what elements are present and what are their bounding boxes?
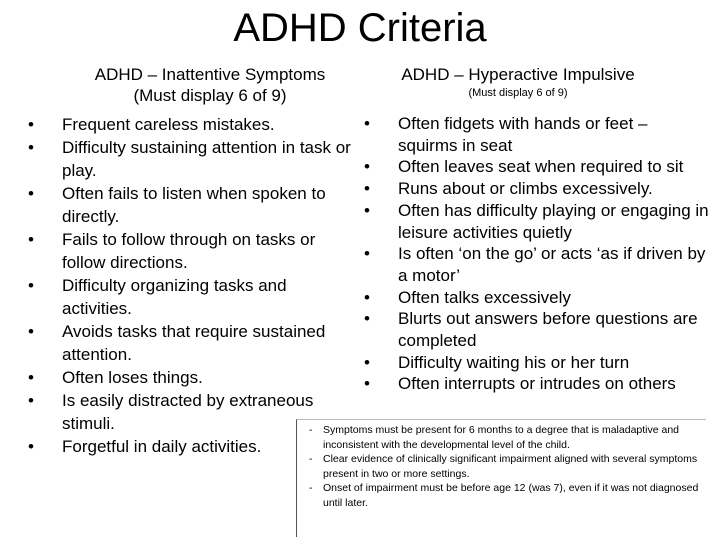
list-item [364,178,709,200]
list-item-text: Runs about or climbs excessively. [398,179,653,199]
list-item-text: Difficulty waiting his or her turn [398,352,630,372]
list-item-text: Often interrupts or intrudes on others [398,374,676,394]
bullet-icon: • [364,244,370,264]
hyperactive-list [364,113,709,395]
list-item [28,182,358,228]
hyperactive-subheading: (Must display 6 of 9) [468,87,568,99]
dash-icon: - [309,424,313,436]
bullet-icon: • [364,157,370,177]
list-item-text: Often talks excessively [398,287,571,307]
note-text: Symptoms must be present for 6 months to a degree that is maladaptive and inconsistent with the developmental level of the child. [323,424,680,451]
list-item [364,243,709,286]
list-item [364,156,709,178]
bullet-icon: • [28,115,34,134]
hyperactive-heading: ADHD – Hyperactive Impulsive [401,65,635,84]
bullet-icon: • [28,276,34,295]
list-item-text: Blurts out answers before questions are completed [398,309,698,351]
bullet-icon: • [28,391,34,410]
list-item-text: Difficulty organizing tasks and activities. [62,276,287,318]
dash-icon: - [309,482,313,494]
note-text: Onset of impairment must be before age 12 (was 7), even if it was not diagnosed until later. [323,482,699,509]
bullet-icon: • [364,200,370,220]
bullet-icon: • [364,114,370,133]
list-item-text: Forgetful in daily activities. [62,437,262,456]
bullet-icon: • [364,309,370,329]
criteria-notes-box [296,419,706,537]
bullet-icon: • [364,352,370,372]
list-item-text: Often has difficulty playing or engaging in leisure activities quietly [398,200,709,242]
bullet-icon: • [28,437,34,456]
bullet-icon: • [28,230,34,249]
list-item [28,113,358,136]
inattentive-heading: ADHD – Inattentive Symptoms [94,65,326,84]
inattentive-list [28,113,358,458]
list-item [364,373,709,395]
list-item [28,274,358,320]
bullet-icon: • [364,287,370,307]
list-item [28,320,358,366]
list-item-text: Often leaves seat when required to sit [398,157,684,177]
bullet-icon: • [364,179,370,199]
list-item-text: Is easily distracted by extraneous stimuli. [62,391,314,433]
page-title: ADHD Criteria [233,6,487,50]
inattentive-subheading: (Must display 6 of 9) [133,86,287,105]
bullet-icon: • [28,184,34,203]
list-item-text: Avoids tasks that require sustained attention. [62,322,326,364]
list-item [28,136,358,182]
note-item [309,481,700,510]
list-item [364,308,709,351]
list-item-text: Often fidgets with hands or feet – squirms in seat [398,114,648,155]
list-item [364,352,709,374]
list-item [28,366,358,389]
bullet-icon: • [364,374,370,394]
list-item [364,287,709,309]
list-item-text: Frequent careless mistakes. [62,115,275,134]
list-item [28,228,358,274]
list-item-text: Often loses things. [62,368,203,387]
list-item-text: Is often ‘on the go’ or acts ‘as if driven by a motor’ [398,244,706,285]
list-item-text: Fails to follow through on tasks or follow directions. [62,230,316,272]
note-item [309,423,700,452]
list-item [364,113,709,156]
list-item [364,200,709,243]
list-item-text: Difficulty sustaining attention in task or play. [62,138,351,180]
bullet-icon: • [28,368,34,387]
list-item-text: Often fails to listen when spoken to directly. [62,184,326,226]
note-item [309,452,700,481]
inattentive-heading-block [60,64,360,106]
bullet-icon: • [28,322,34,341]
dash-icon: - [309,453,313,465]
bullet-icon: • [28,138,34,157]
note-text: Clear evidence of clinically significant impairment aligned with several symptoms present in two or more settings. [323,453,698,480]
hyperactive-heading-block [368,64,668,101]
